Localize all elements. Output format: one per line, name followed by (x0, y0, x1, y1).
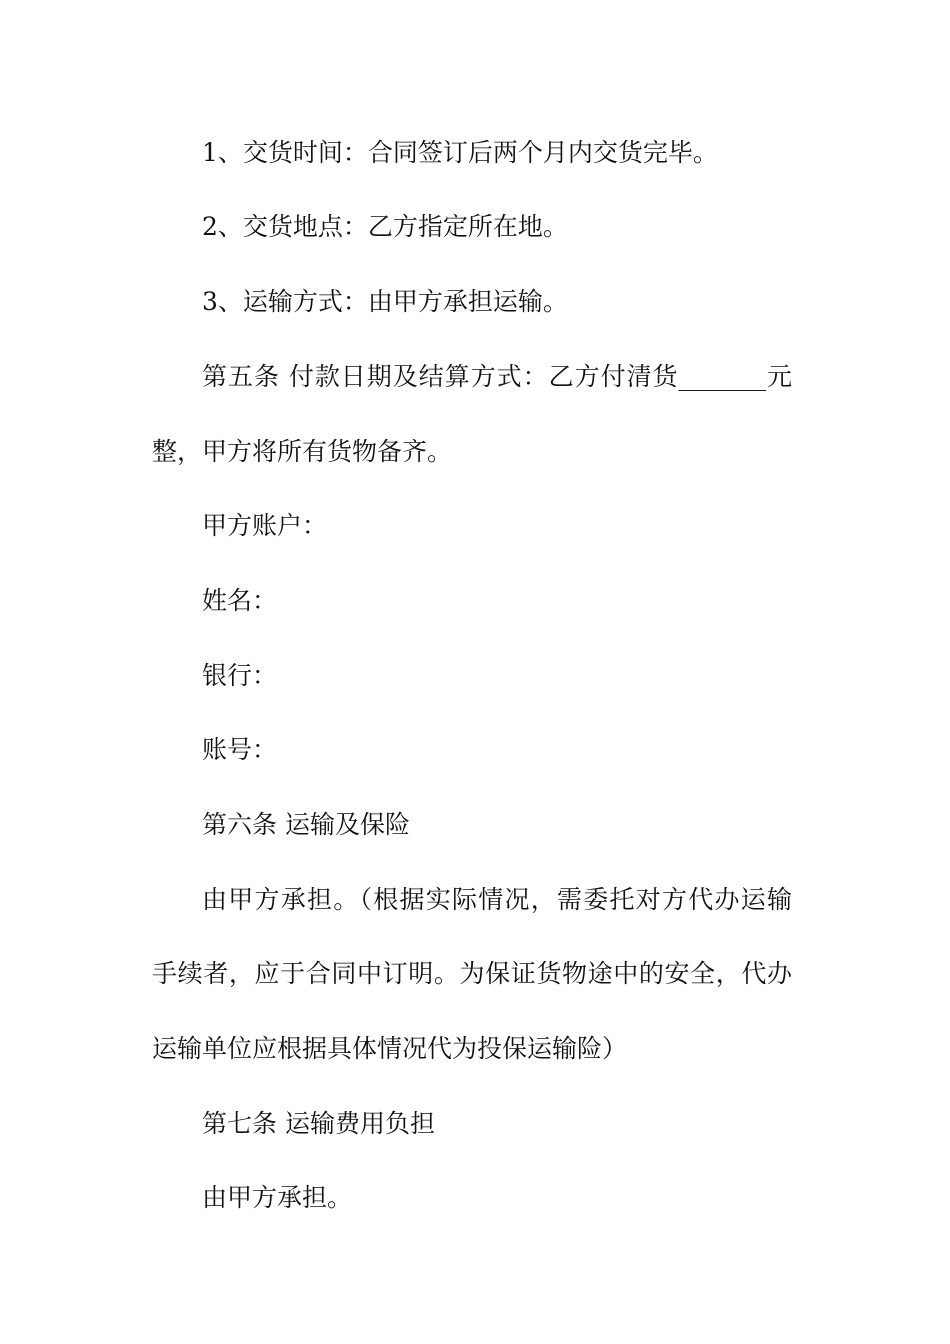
article-six-paragraph-line-2: 手续者，应于合同中订明。为保证货物途中的安全，代办 (152, 959, 792, 988)
article-six-paragraph-line-1: 由甲方承担。（根据实际情况，需委托对方代办运输 (202, 885, 792, 914)
article-five-continuation: 整，甲方将所有货物备齐。 (152, 437, 453, 466)
article-six-paragraph-line-3: 运输单位应根据具体情况代为投保运输险） (152, 1034, 628, 1063)
article-seven-heading: 第七条 运输费用负担 (202, 1109, 435, 1138)
transport-method-clause: 3、运输方式：由甲方承担运输。 (202, 287, 568, 316)
account-name-field: 姓名： (202, 586, 278, 615)
account-bank-field: 银行： (202, 661, 278, 690)
article-five-heading: 第五条 付款日期及结算方式：乙方付清货_______元 (202, 362, 792, 391)
account-label: 甲方账户： (202, 511, 328, 540)
article-seven-paragraph: 由甲方承担。 (202, 1183, 353, 1212)
account-number-field: 账号： (202, 735, 278, 764)
delivery-time-clause: 1、交货时间：合同签订后两个月内交货完毕。 (202, 138, 718, 167)
delivery-place-clause: 2、交货地点：乙方指定所在地。 (202, 212, 568, 241)
article-six-heading: 第六条 运输及保险 (202, 810, 410, 839)
